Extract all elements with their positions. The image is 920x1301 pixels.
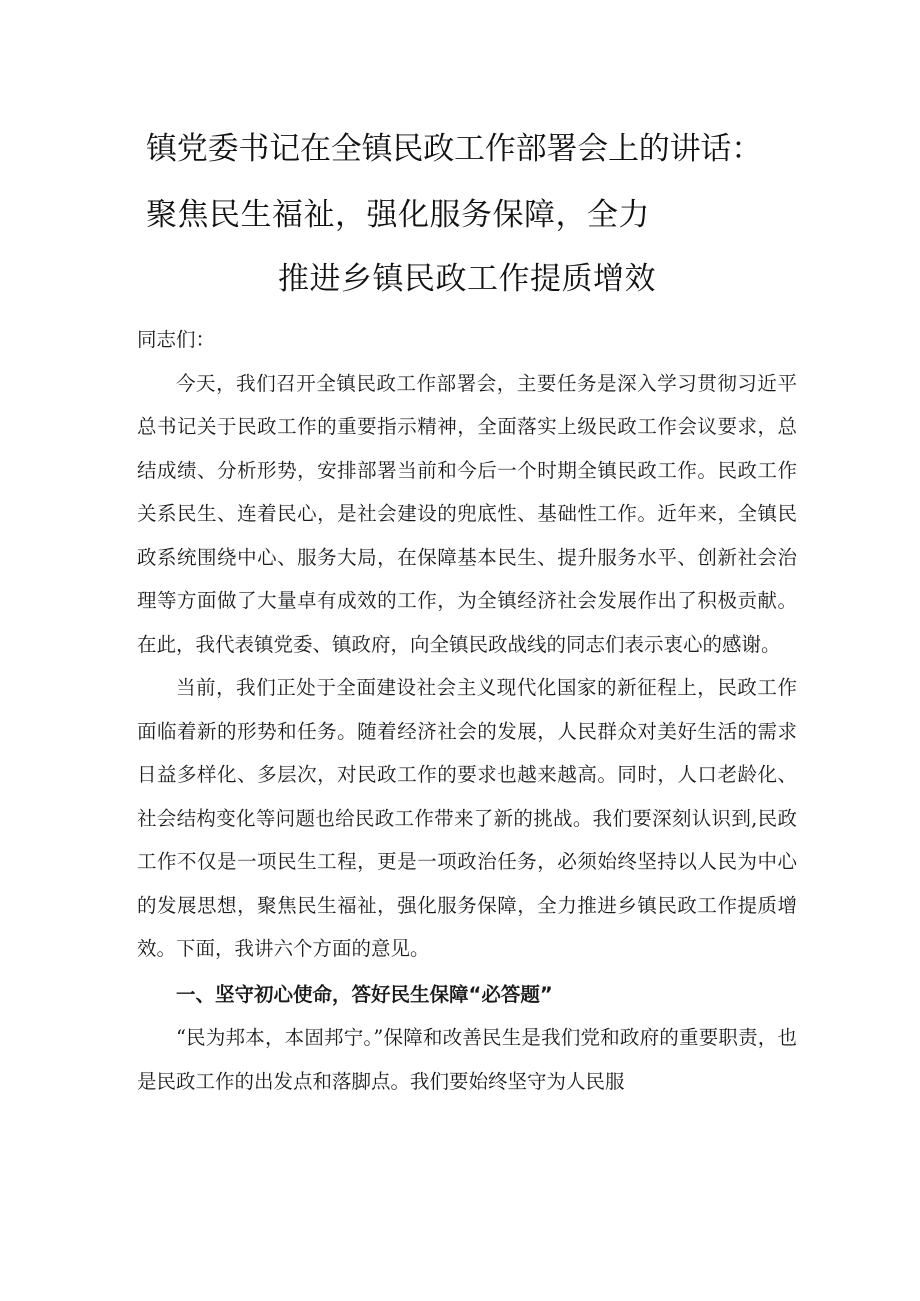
paragraph-opening: 今天，我们召开全镇民政工作部署会，主要任务是深入学习贯彻习近平总书记关于民政工作的重要指示精神，全面落实上级民政工作会议要求，总结成绩、分析形势，安排部署当前和今后一个时期全镇民政工作。民政工作关系民生、连着民心，是社会建设的兜底性、基础性工作。近年来，全镇民政系统围绕中心、服务大局，在保障基本民生、提升服务水平、创新社会治理等方面做了大量卓有成效的工作，为全镇经济社会发展作出了积极贡献。在此，我代表镇党委、镇政府，向全镇民政战线的同志们表示衷心的感谢。 — [137, 371, 797, 656]
salutation: 同志们： — [137, 328, 216, 351]
section-1-paragraph: “民为邦本，本固邦宁。”保障和改善民生是我们党和政府的重要职责，也是民政工作的出发点和落脚点。我们要始终坚守为人民服 — [137, 1026, 797, 1093]
title-line-3: 推进乡镇民政工作提质增效 — [278, 261, 656, 297]
title-line-1: 镇党委书记在全镇民政工作部署会上的讲话： — [146, 131, 762, 167]
document-body — [137, 318, 797, 1103]
section-heading-1: 一、坚守初心使命，答好民生保障“必答题” — [176, 982, 553, 1006]
paragraph-situation: 当前，我们正处于全面建设社会主义现代化国家的新征程上，民政工作面临着新的形势和任务。随着经济社会的发展，人民群众对美好生活的需求日益多样化、多层次，对民政工作的要求也越来越高。同时，人口老龄化、社会结构变化等问题也给民政工作带来了新的挑战。我们要深刻认识到,民政工作不仅是一项民生工程，更是一项政治任务，必须始终坚持以人民为中心的发展思想，聚焦民生福祉，强化服务保障，全力推进乡镇民政工作提质增效。下面，我讲六个方面的意见。 — [137, 676, 797, 960]
title-line-2: 聚焦民生福祉，强化服务保障，全力 — [146, 197, 650, 233]
